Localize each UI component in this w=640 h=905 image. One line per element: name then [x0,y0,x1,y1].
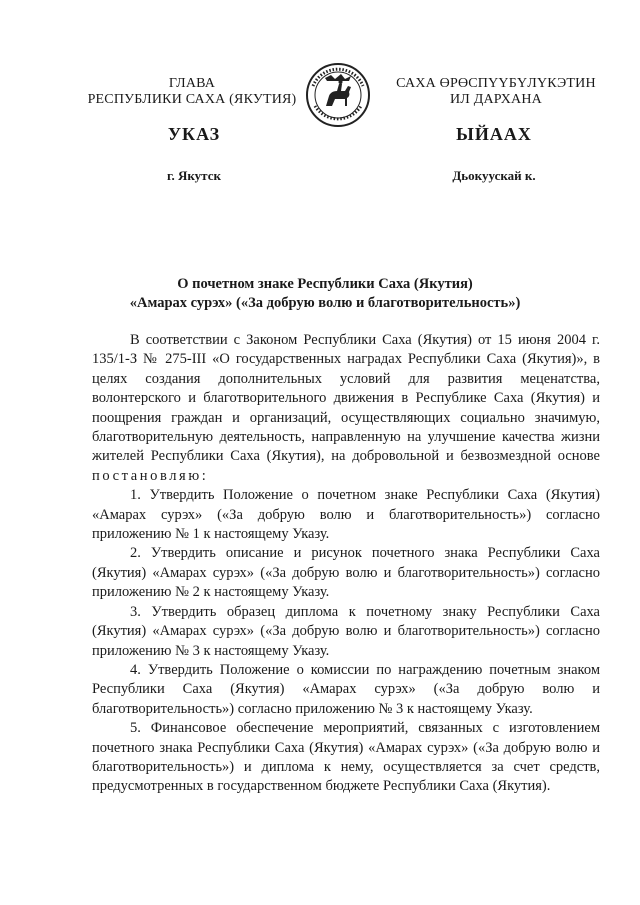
header-left-line2: РЕСПУБЛИКИ САХА (ЯКУТИЯ) [87,92,297,107]
city-left: г. Якутск [167,168,221,183]
title-line2: «Амарах сурэх» («За добрую волю и благотворительность») [129,295,521,311]
preamble-text: В соответствии с Законом Республики Саха (Якутия) от 15 июня 2004 г. 135/1-З № 275-III «О государственных наградах Республики Саха (Якутия)», в целях создания дополнительных условий для развития меценатства, волонтерского и благотворительного движения в Республике Саха (Якутия) и поощрения граждан и организаций, осуществляющих социально значимую, благотворительную деятельность, направленную на улучшение качества жизни жителей Республики Саха (Якутия), на добровольной и безвозмездной основе [92,332,600,465]
item-1: 1. Утвердить Положение о почетном знаке Республики Саха (Якутия) «Амарах сурэх» («За добрую волю и благотворительность») согласно приложению № 1 к настоящему Указу. [92,487,600,543]
decree-word: постановляю: [92,467,209,484]
doc-type-left: УКАЗ [167,124,221,144]
doc-type-right: ЫЙААХ [456,124,532,144]
city-right: Дьокуускай к. [452,168,536,183]
header-left [72,76,312,108]
item-2: 2. Утвердить описание и рисунок почетного знака Республики Саха (Якутия) «Амарах сурэх» («За добрую волю и благотворительность») согласно приложению № 2 к настоящему Указу. [92,545,600,601]
preamble-paragraph [92,331,600,486]
header-right [376,76,616,108]
document-title [90,275,560,313]
document-body [92,331,600,797]
item-3: 3. Утвердить образец диплома к почетному знаку Республики Саха (Якутия) «Амарах сурэх» («За добрую волю и благотворительность») согласно приложению № 3 к настоящему Указу. [92,603,600,659]
item-4: 4. Утвердить Положение о комиссии по награждению почетным знаком Республики Саха (Якутия) «Амарах сурэх» («За добрую волю и благотворительность») согласно приложению № 3 к настоящему Указу. [92,661,600,717]
header-right-line2: ИЛ ДАРХАНА [449,92,542,107]
sakha-horseman-emblem-icon [305,62,371,128]
header-left-line1: ГЛАВА [168,76,216,91]
item-5: 5. Финансовое обеспечение мероприятий, связанных с изготовлением почетного знака Республики Саха (Якутия) «Амарах сурэх» («За добрую волю и благотворительность») и диплома к нему, осуществляется за счет средств, предусмотренных в государственном бюджете Республики Саха (Якутия). [92,720,600,795]
title-line1: О почетном знаке Республики Саха (Якутия) [177,276,473,292]
header-right-line1: САХА ӨРӨСПҮҮБҮЛҮКЭТИН [396,76,596,91]
